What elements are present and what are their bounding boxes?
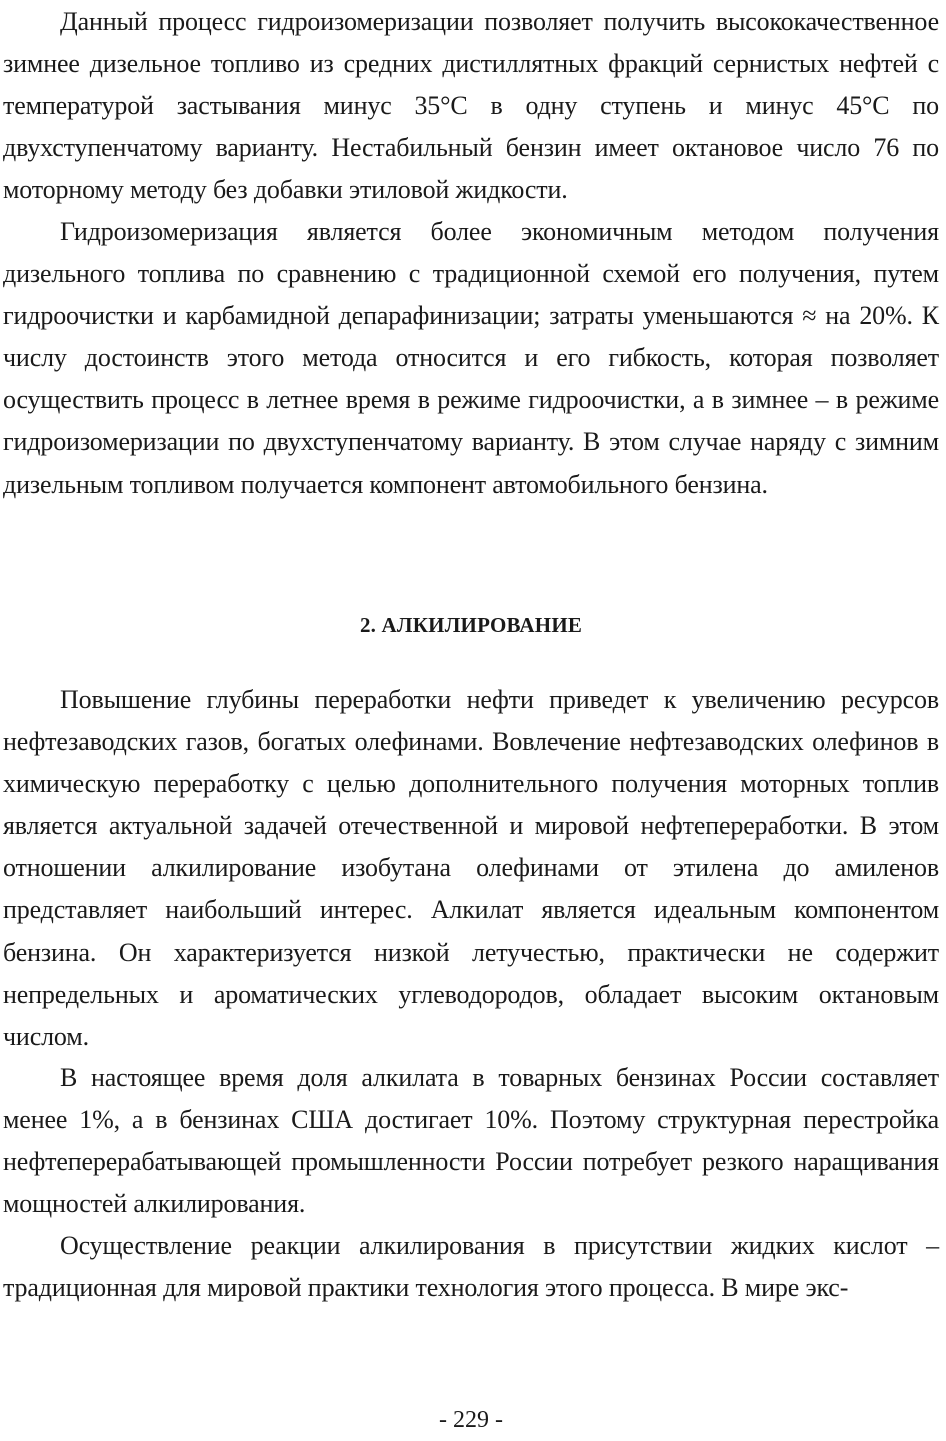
page-number: - 229 - — [439, 1407, 503, 1433]
paragraph-liquid-acid-alkylation: Осуществление реакции алкилирования в присутствии жидких кислот – традиционная для мировой практики технология этого процесса. В мире экс- — [3, 1231, 939, 1303]
document-page — [3, 0, 939, 1441]
paragraph-alkylate-share: В настоящее время доля алкилата в товарных бензинах России составляет менее 1%, а в бензинах США достигает 10%. Поэтому структурная перестройка нефтеперерабатывающей промышленности России потребует резкого наращивания мощностей алкилирования. — [3, 1063, 939, 1219]
paragraph-hydroisomerization-economics: Гидроизомеризация является более экономичным методом получения дизельного топлива по сравнению с традиционной схемой его получения, путем гидроочистки и карбамидной депарафинизации; затраты уменьшаются ≈ на 20%. К числу достоинств этого метода относится и его гибкость, которая позволяет осуществить процесс в летнее время в режиме гидроочистки, а в зимнее – в режиме гидроизомеризации по двухступенчатому варианту. В этом случае наряду с зимним дизельным топливом получается компонент автомобильного бензина. — [3, 217, 939, 499]
section-heading: 2. АЛКИЛИРОВАНИЕ — [359, 613, 583, 637]
paragraph-hydroisomerization-process: Данный процесс гидроизомеризации позволяет получить высококачественное зимнее дизельное топливо из средних дистиллятных фракций сернистых нефтей с температурой застывания минус 35°C в одну ступень и минус 45°C по двухступенчатому варианту. Нестабильный бензин имеет октановое число 76 по моторному методу без добавки этиловой жидкости. — [3, 7, 939, 205]
paragraph-alkylation-intro: Повышение глубины переработки нефти приведет к увеличению ресурсов нефтезаводских газов, богатых олефинами. Вовлечение нефтезаводских олефинов в химическую переработку с целью дополнительного получения моторных топлив является актуальной задачей отечественной и мировой нефтепереработки. В этом отношении алкилирование изобутана олефинами от этилена до амиленов представляет наибольший интерес. Алкилат является идеальным компонентом бензина. Он характеризуется низкой летучестью, практически не содержит непредельных и ароматических углеводородов, обладает высоким октановым числом. — [3, 685, 939, 1051]
